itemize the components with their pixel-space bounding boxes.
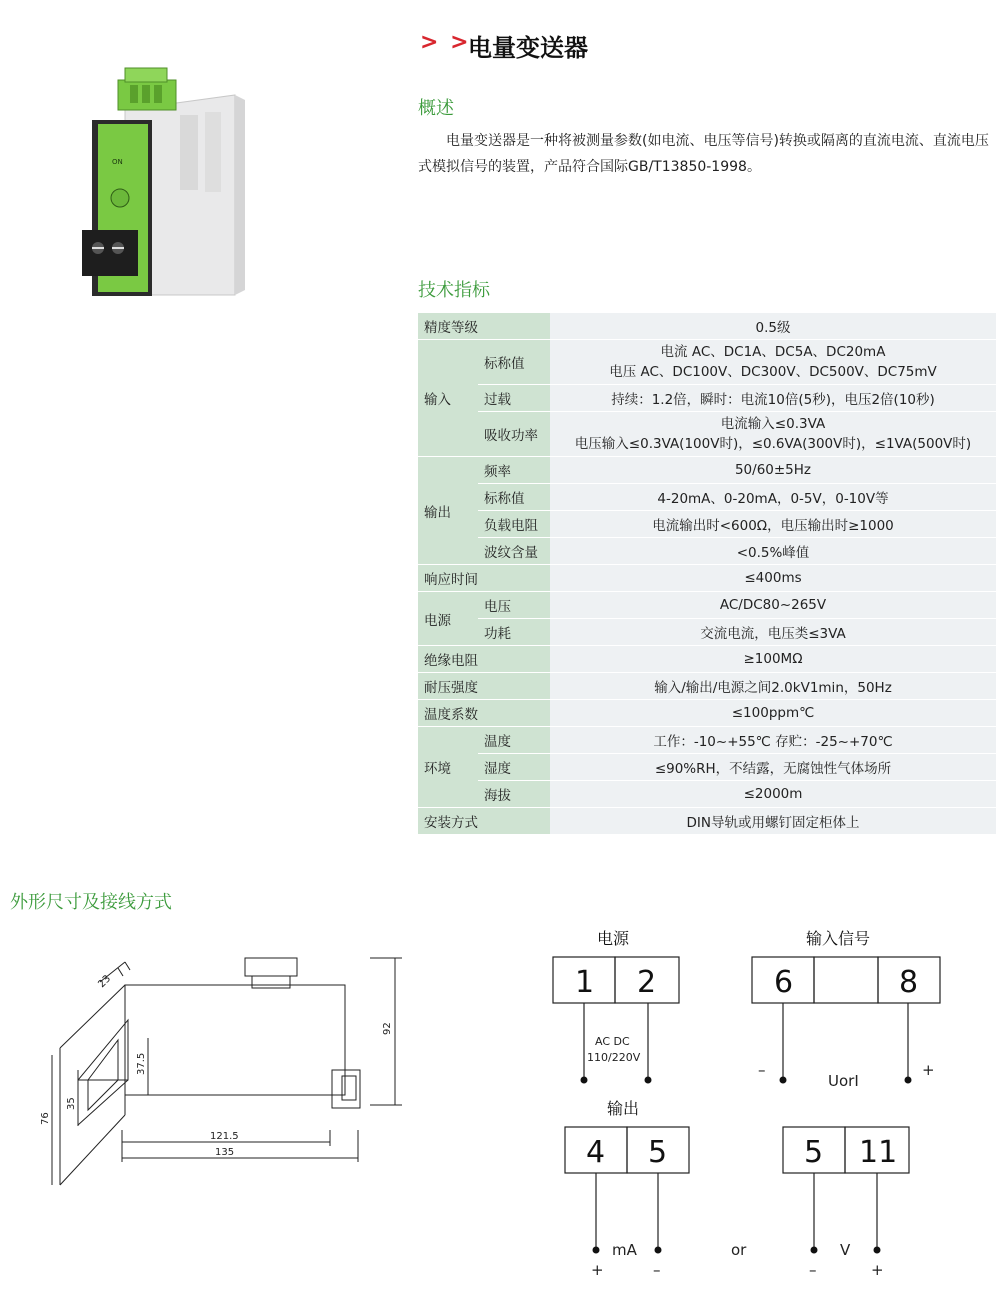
dim-76: 76 [40,1112,51,1125]
terminal-dot [593,1247,600,1254]
table-row [418,781,996,808]
table-row [418,565,996,592]
terminal-11: 11 [859,1135,898,1170]
row-label: 标称值 [478,340,550,385]
dim-23: 23 [96,973,114,991]
input-title: 输入信号 [806,929,871,948]
svg-text:ON: ON [112,158,123,166]
wiring-diagram [540,920,980,1285]
product-image [70,40,310,320]
row-label: 功耗 [478,619,550,646]
output-v-minus: – [809,1261,817,1279]
spec-table [418,313,996,835]
terminal-dot [811,1247,818,1254]
terminal-8: 8 [899,965,919,1000]
dim-135: 135 [215,1147,235,1158]
power-note-voltage: 110/220V [587,1051,641,1064]
table-row [418,412,996,457]
group-label: 环境 [418,727,478,808]
row-value: 电流输出时<600Ω，电压输出时≥1000 [550,511,996,538]
dim-35: 35 [66,1097,77,1110]
table-row [418,484,996,511]
row-label: 吸收功率 [478,412,550,457]
output-plus: + [591,1261,604,1279]
row-value: 输入/输出/电源之间2.0kV1min，50Hz [550,673,996,700]
terminal-dot [645,1077,652,1084]
or-label: or [731,1241,747,1259]
row-label: 温度 [478,727,550,754]
table-row [418,340,996,385]
terminal-5: 5 [648,1135,668,1170]
row-value: 4-20mA、0-20mA，0-5V，0-10V等 [550,484,996,511]
row-label: 负载电阻 [478,511,550,538]
output-unit-ma: mA [612,1241,637,1259]
row-label: 温度系数 [418,700,550,727]
row-value: ≤400ms [550,565,996,592]
row-label: 绝缘电阻 [418,646,550,673]
output-unit-v: V [840,1241,851,1259]
table-row [418,592,996,619]
input-plus: + [922,1061,935,1079]
dim-92: 92 [382,1022,393,1035]
dim-37-5: 37.5 [136,1052,147,1075]
table-row [418,727,996,754]
table-row [418,646,996,673]
row-value: 持续：1.2倍，瞬时：电流10倍(5秒)，电压2倍(10秒) [550,385,996,412]
terminal-2: 2 [637,965,657,1000]
specs-heading: 技术指标 [418,280,490,301]
table-row [418,313,996,340]
row-label: 标称值 [478,484,550,511]
table-row [418,457,996,484]
table-row [418,754,996,781]
row-value: 电流输入≤0.3VA 电压输入≤0.3VA(100V时)，≤0.6VA(300V时)，≤1VA(500V时) [550,412,996,457]
dimension-drawing [30,930,430,1200]
overview-heading: 概述 [418,98,454,119]
row-label: 响应时间 [418,565,550,592]
input-minus: – [758,1061,766,1079]
table-row [418,673,996,700]
row-value: 50/60±5Hz [550,457,996,484]
row-value: 0.5级 [550,313,996,340]
group-label: 输出 [418,457,478,565]
page-title: 电量变送器 [468,34,588,62]
row-label: 频率 [478,457,550,484]
terminal-1: 1 [575,965,595,1000]
terminal-dot [655,1247,662,1254]
table-row [418,619,996,646]
overview-text: 电量变送器是一种将被测量参数(如电流、电压等信号)转换或隔离的直流电流、直流电压式模拟信号的装置，产品符合国际GB/T13850-1998。 [418,133,989,175]
row-value: ≤90%RH，不结露，无腐蚀性气体场所 [550,754,996,781]
power-note-acdc: AC DC [595,1035,630,1048]
power-title: 电源 [597,929,630,948]
row-value: DIN导轨或用螺钉固定柜体上 [550,808,996,835]
group-label: 输入 [418,340,478,457]
row-value: ≤2000m [550,781,996,808]
output-title: 输出 [607,1099,640,1118]
row-label: 波纹含量 [478,538,550,565]
row-value: ≤100ppm℃ [550,700,996,727]
table-row [418,511,996,538]
row-label: 精度等级 [418,313,550,340]
row-value: 电流 AC、DC1A、DC5A、DC20mA 电压 AC、DC100V、DC300V、DC500V、DC75mV [550,340,996,385]
terminal-5-v: 5 [804,1135,824,1170]
terminal-dot [780,1077,787,1084]
table-row [418,538,996,565]
table-row [418,808,996,835]
dim-121-5: 121.5 [210,1131,239,1142]
terminal-dot [874,1247,881,1254]
row-value: 交流电流，电压类≤3VA [550,619,996,646]
table-row [418,385,996,412]
row-value: AC/DC80~265V [550,592,996,619]
row-value: 工作：-10~+55℃ 存贮：-25~+70℃ [550,727,996,754]
row-value: <0.5%峰值 [550,538,996,565]
table-row [418,700,996,727]
row-label: 湿度 [478,754,550,781]
output-minus: – [653,1261,661,1279]
input-signal: UorI [828,1072,859,1090]
dimensions-heading: 外形尺寸及接线方式 [10,892,172,913]
row-label: 耐压强度 [418,673,550,700]
output-v-plus: + [871,1261,884,1279]
title-arrows: > > [420,30,471,55]
group-label: 电源 [418,592,478,646]
row-label: 过载 [478,385,550,412]
terminal-4: 4 [586,1135,606,1170]
row-value: ≥100MΩ [550,646,996,673]
row-label: 电压 [478,592,550,619]
row-label: 安装方式 [418,808,550,835]
terminal-dot [905,1077,912,1084]
terminal-dot [581,1077,588,1084]
row-label: 海拔 [478,781,550,808]
terminal-6: 6 [774,965,794,1000]
